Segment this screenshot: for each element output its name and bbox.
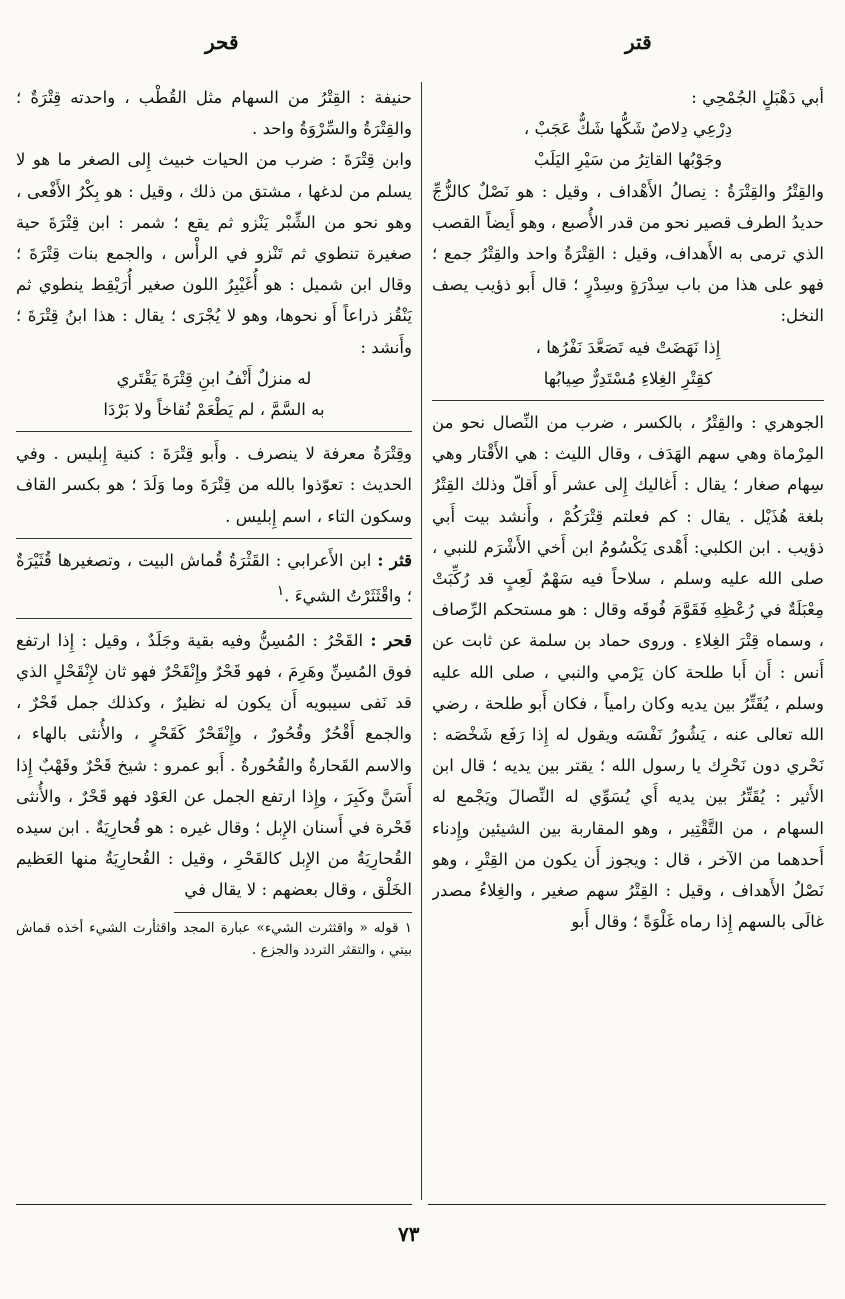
header-right-word: قتر [625, 30, 652, 54]
entry-text: ابن الأَعرابي : القَثْرَةُ قُماش البيت ، وتصغيرها قُثَيْرَةٌ ؛ واقْثَثَرْتُ الشيءَ . [16, 550, 412, 606]
verse-line: وجَوْبُها القاتِرُ من سَيْرِ اليَلَبْ [533, 150, 723, 170]
entry-headword: قثر : [377, 549, 412, 570]
paragraph: الجوهري : والقِتْرُ ، بالكسر ، ضرب من النِّصال نحو من المِرْماة وهي سهم الهَدَف ، وقال الليث : هي الأَقْتار وهي سِهام صغار ؛ يقال : أَغاليك إِلى عشر أَو أَقلّ وذلك القِتْرُ بلغة هُذَيْل . يقال : كم فعلتم قِتْرَكُمْ ، وأَنشد بيت أَبي ذؤيب . ابن الكلبي: أَهْدى يَكْسُومُ ابن أَخي الأَشْرَم للنبي ، صلى الله عليه وسلم ، سلاحاً فيه سَهْمٌ لَعِبٍ قد رُكِّبَتْ مِعْبَلَةٌ في رُعْظِهِ فَقَوَّمَ فُوقَه وقال : هو مستحكم الرِّصاف ، وسماه قِتْرَ الغِلاءِ . وروى حماد بن سلمة عن ثابت عن أَنس : أَن أَبا طلحة كان يَرْمي والنبي ، صلى الله عليه وسلم ، يُقَتِّرُ بين يديه وكان رامياً ، فكان أَبو طلحة ، رضي الله تعالى عنه ، يَشُورُ نَفْسَه ويقول له إِذا رَفَع شَخْصَه : نَحْري دون نَحْرِك يا رسول الله ؛ يقتر بين يديه ؛ قال ابن الأَثير : يُقَتِّرُ بين يديه أَي يُسَوِّي له النِّصالَ ويَجْمع له السهام ، من التَّقْتِير ، وهو المقاربة بين الشيئين وإِدناء أَحدهما من الآخر ، قال : ويجوز أَن يكون من القِتْرِ ، وهو نَصْلُ الأَهداف ، وقيل : القِتْرُ سهم صغير ، والغِلاءُ مصدر غالَى بالسهم إِذا رماه غَلْوَةً ؛ وقال أَبو [432, 413, 824, 932]
verse-block [432, 332, 824, 394]
footnote-divider [174, 912, 412, 913]
section-divider [16, 618, 412, 619]
verse-line: إِذا نَهَضَتْ فيه تَصَعَّدَ نَفْرُها ، [535, 337, 721, 357]
entry-qthr [16, 545, 412, 612]
intro-line: أبي دَهْبَلٍ الجُمْحِي : [691, 88, 824, 107]
verse-block [432, 113, 824, 175]
header-left-word: قحر [205, 30, 239, 54]
entry-qhr [16, 625, 412, 906]
footnote: ١ قوله « واقثثرت الشيء» عبارة المجد واقثأرت الشيء أخذه قماش بيتي ، والتقثر التردد والجزع . [16, 919, 412, 958]
bottom-rule [16, 1204, 412, 1205]
right-column [432, 82, 824, 1192]
footnote-mark: ١ [276, 583, 285, 600]
paragraph: وابن قِتْرَةَ : ضرب من الحيات خبيث إِلى الصغر ما هو لا يسلم من لدغها ، مشتق من ذلك ، وقيل : هو بِكْرُ الأَفْعى ، وهو نحو من الشِّبْر يَنْزو ثم يقع ؛ شمر : ابن قِتْرَةَ حية صغيرة تنطوي ثم تَنْزو في الرأْس ، والجمع بنات قِتْرَةَ ؛ وقال ابن شميل : هو أُغَيْبِرُ اللون صغير أُرَيْقِط ينطوي ثم يَنْقُز ذراعاً أَو نحوها، وهو لا يُجْرَى ؛ يقال : هذا ابنُ قِتْرَةَ ؛ وأَنشد : [16, 150, 412, 357]
verse-line: له منزلٌ أَنْفُ ابنِ قِتْرَةَ يَقْتَري [116, 368, 312, 388]
entry-headword: قحر : [370, 629, 412, 650]
verse-line: دِرْعِي دِلاصٌ شَكُّها شَكٌّ عَجَبْ ، [523, 119, 733, 139]
section-divider [16, 538, 412, 539]
paragraph: والقِتْرُ والقِتْرَةُ : نِصالُ الأَهْداف ، وقيل : هو نَصْلٌ كالزُّجِّ حديدُ الطرف قصير نحو من قدر الأُصبع ، وهو أَيضاً القصب الذي ترمى به الأَهداف، وقيل : القِتْرَةُ واحد والقِتْرُ جمع ؛ فهو على هذا من باب سِدْرَةٍ وسِدْرٍ ؛ قال أَبو ذؤيب يصف النخل: [432, 181, 824, 326]
verse-line: به السَّمَّ ، لم يَطْعَمْ نُقاخاً ولا بَرْدَا [103, 400, 325, 420]
paragraph: حنيفة : القِتْرُ من السهام مثل القُطْب ، واحدته قِتْرَةٌ ؛ والقِتْرَةُ والسِّرْوَةُ واحد . [16, 88, 412, 139]
bottom-rule [428, 1204, 826, 1205]
verse-line: كقِتْرِ الغِلاءِ مُسْتَدِرٌّ صِيابُها [543, 368, 713, 388]
verse-block [16, 363, 412, 425]
left-column [16, 82, 412, 1192]
column-divider [421, 82, 422, 1200]
entry-text: القَحْرُ : المُسِنُّ وفيه بقية وجَلَدٌ ، وقيل : إِذا ارتفع فوق المُسِنِّ وهَرِمَ ، فهو قَحْرٌ وإِنْقَحْرٌ فهو ثان لإِنْقَحْلٍ الذي قد نَفى سيبويه أَن يكون له نظيرٌ ، وكذلك جمل قَحْرٌ ، والجمع أَقْحُرٌ وقُحُورٌ ، وإِنْقَحْرٌ كَقَحْرٍ ، والأُنثى بالهاء ، والاسم القَحارةُ والقُحُورةُ . أَبو عمرو : شيخ قَحْرٌ وقَهْبٌ إِذا أَسَنَّ وكَبِرَ ، وإِذا ارتفع الجمل عن العَوْد فهو قَحْرٌ ، والأُنثى قَحْرة في أَسنان الإِبل ؛ وقال غيره : هو قُحارِيَةٌ . ابن سيده القُحارِيَةُ من الإِبل كالقَحْرِ ، وقيل : القُحارِيَةُ منها العَظيم الخَلْق ، وقال بعضهم : لا يقال في [16, 630, 412, 900]
paragraph: وقِتْرَةُ معرفة لا ينصرف . وأَبو قِتْرَةَ : كنية إِبليس . وفي الحديث : تعوّذوا بالله من قِتْرَةَ وما وَلَدَ ؛ هو بكسر القاف وسكون التاء ، اسم إِبليس . [16, 444, 412, 526]
section-divider [16, 431, 412, 432]
section-divider [432, 400, 824, 401]
page-number: ٧٣ [398, 1222, 420, 1246]
